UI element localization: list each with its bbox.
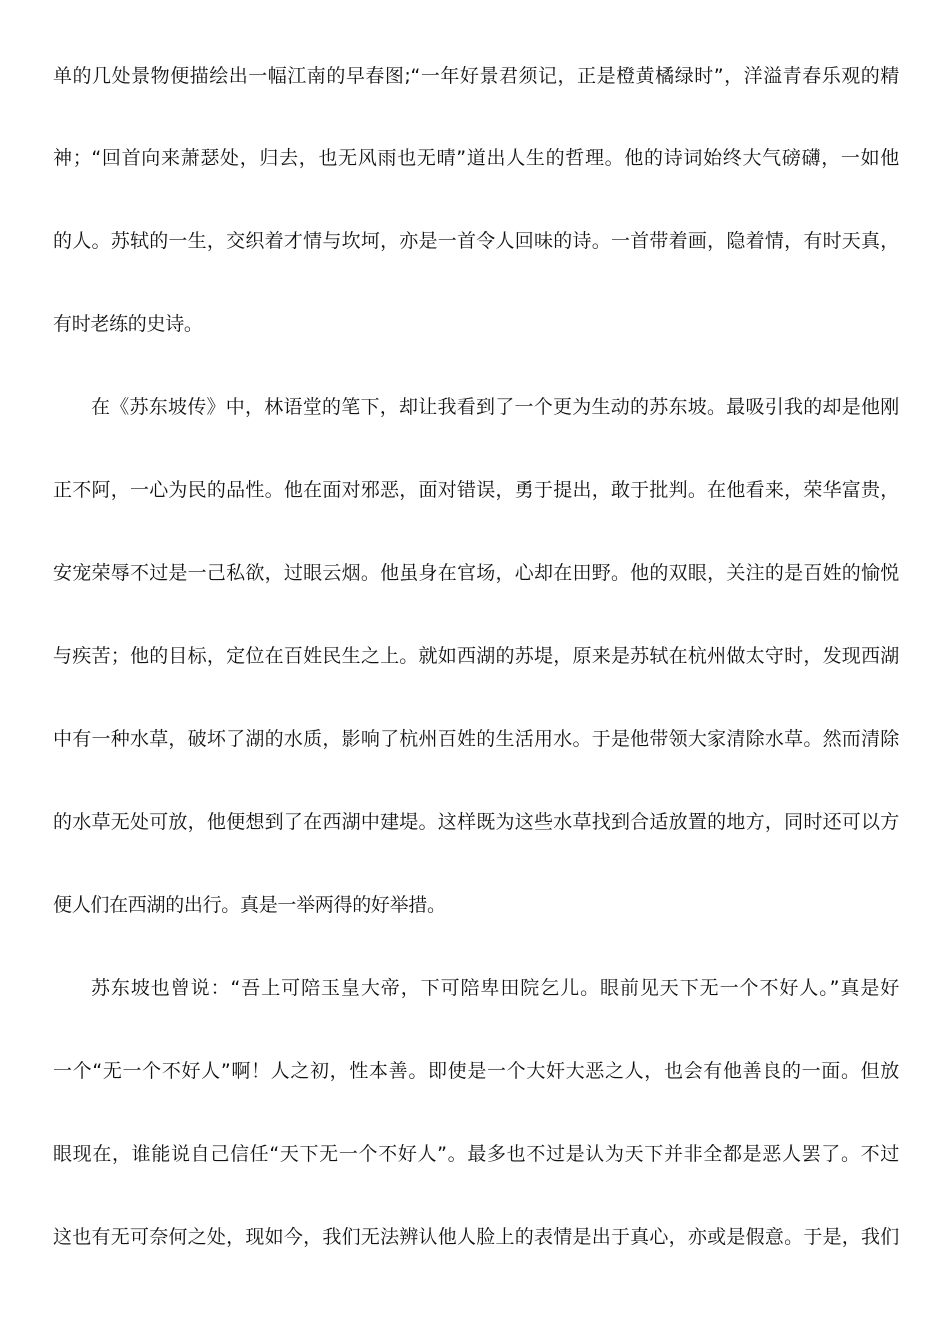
paragraph-1-line-1: 单的几处景物便描绘出一幅江南的早春图;“一年好景君须记，正是橙黄橘绿时”，洋溢青春乐观的精: [53, 65, 899, 87]
paragraph-2-line-4: 与疾苦；他的目标，定位在百姓民生之上。就如西湖的苏堤，原来是苏轼在杭州做太守时，发现西湖: [53, 645, 899, 667]
paragraph-3-line-2: 一个“无一个不好人”啊！人之初，性本善。即使是一个大奸大恶之人，也会有他善良的一面。但放: [53, 1060, 899, 1082]
paragraph-1-line-2: 神；“回首向来萧瑟处，归去，也无风雨也无晴”道出人生的哲理。他的诗词始终大气磅礴，一如他: [53, 147, 899, 169]
paragraph-1-line-3: 的人。苏轼的一生，交织着才情与坎坷，亦是一首令人回味的诗。一首带着画，隐着情，有时天真，: [53, 230, 899, 252]
paragraph-3-line-3: 眼现在，谁能说自己信任“天下无一个不好人”。最多也不过是认为天下并非全都是恶人罢了。不过: [53, 1143, 899, 1165]
paragraph-2-line-6: 的水草无处可放，他便想到了在西湖中建堤。这样既为这些水草找到合适放置的地方，同时还可以方: [53, 811, 899, 833]
paragraph-2-line-5: 中有一种水草，破坏了湖的水质，影响了杭州百姓的生活用水。于是他带领大家清除水草。然而清除: [53, 728, 899, 750]
paragraph-2-line-7: 便人们在西湖的出行。真是一举两得的好举措。: [53, 894, 446, 916]
paragraph-2-line-1: 在《苏东坡传》中，林语堂的笔下，却让我看到了一个更为生动的苏东坡。最吸引我的却是他刚: [91, 396, 899, 418]
paragraph-2-line-2: 正不阿，一心为民的品性。他在面对邪恶，面对错误，勇于提出，敢于批判。在他看来，荣华富贵，: [53, 479, 899, 501]
paragraph-1-line-4: 有时老练的史诗。: [53, 313, 203, 335]
paragraph-3-line-4: 这也有无可奈何之处，现如今，我们无法辨认他人脸上的表情是出于真心，亦或是假意。于是，我们: [53, 1226, 899, 1248]
paragraph-2-line-3: 安宠荣辱不过是一己私欲，过眼云烟。他虽身在官场，心却在田野。他的双眼，关注的是百姓的愉悦: [53, 562, 899, 584]
paragraph-3-line-1: 苏东坡也曾说：“吾上可陪玉皇大帝，下可陪卑田院乞儿。眼前见天下无一个不好人。”真是好: [91, 977, 899, 999]
